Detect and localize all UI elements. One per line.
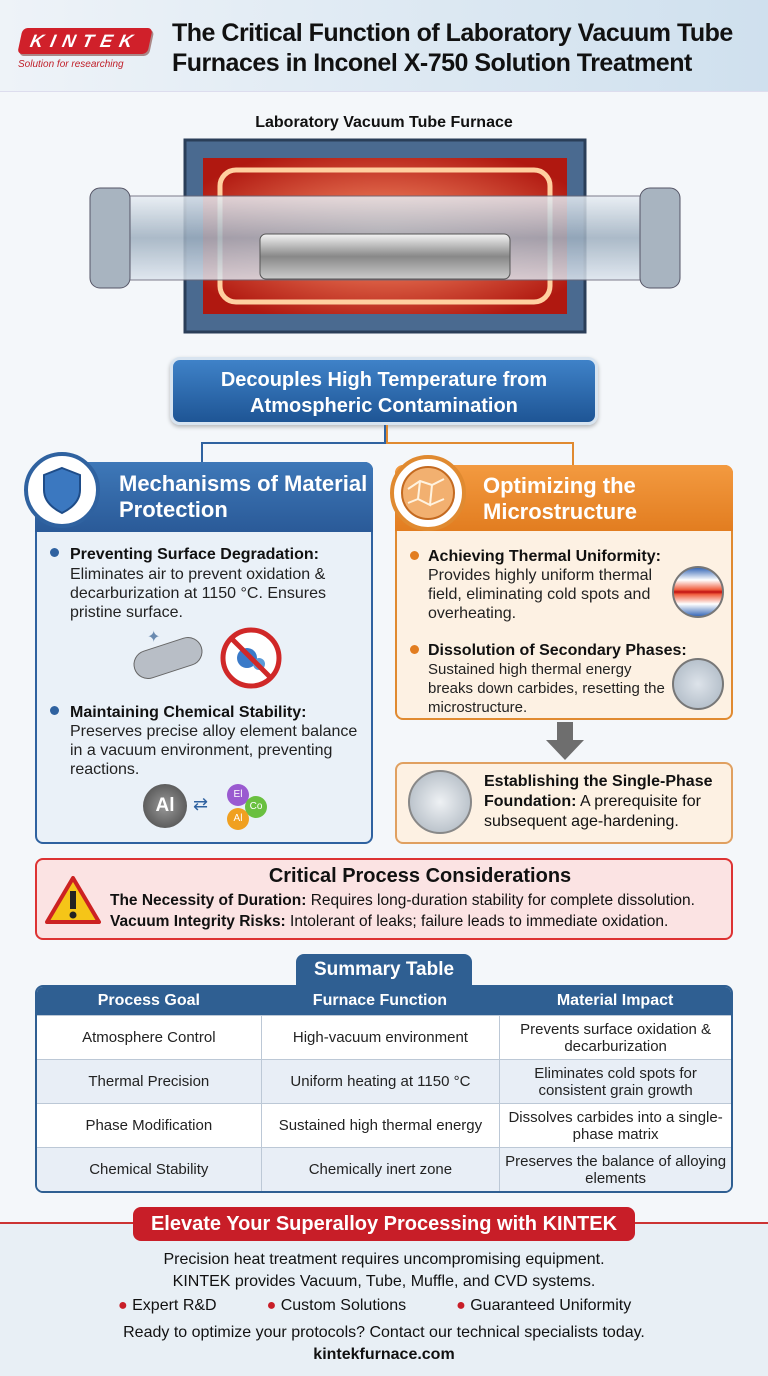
foundation-text	[484, 772, 729, 832]
left-flange	[90, 188, 130, 288]
column-header: Material Impact	[499, 987, 731, 1015]
element-icon: Al	[227, 808, 249, 830]
item-text: Provides highly uniform thermal field, eliminating cold spots and overheating.	[428, 567, 653, 622]
equilibrium-arrows-icon: ⇄	[193, 794, 209, 814]
element-icon: Co	[245, 796, 267, 818]
foundation-title: Establishing the Single-Phase Foundation:	[484, 773, 713, 810]
cta-bullet-label: Custom Solutions	[280, 1297, 407, 1314]
critical-item	[110, 913, 668, 931]
clean-metal-rod-icon	[130, 634, 205, 682]
right-flange	[640, 188, 680, 288]
table-row	[37, 1059, 731, 1103]
critical-title: Critical Process Considerations	[268, 865, 572, 887]
column-header: Furnace Function	[261, 987, 500, 1015]
key-function-banner: Decouples High Temperature from Atmospheric Contamination	[170, 357, 598, 425]
table-row	[37, 1015, 731, 1059]
shield-icon	[24, 452, 100, 528]
table-header-row	[37, 987, 731, 1015]
aluminum-element-icon: Al	[143, 784, 187, 828]
table-cell: High-vacuum environment	[261, 1015, 500, 1059]
cta-line: Ready to optimize your protocols? Contact our technical specialists today.	[123, 1324, 645, 1341]
microstructure-panel-title: Optimizing the Microstructure	[395, 465, 733, 531]
logo-tagline: Solution for researching	[18, 59, 124, 70]
item-title: Dissolution of Secondary Phases:	[428, 642, 687, 659]
no-oxygen-icon	[223, 630, 279, 686]
critical-item-text: Intolerant of leaks; failure leads to immediate oxidation.	[290, 913, 669, 930]
cta-line: KINTEK provides Vacuum, Tube, Muffle, and CVD systems.	[172, 1273, 596, 1290]
table-cell: Chemically inert zone	[261, 1147, 500, 1191]
item-text: Preserves precise alloy element balance in a vacuum environment, preventing reactions.	[70, 723, 358, 778]
critical-item-text: Requires long-duration stability for complete dissolution.	[310, 892, 695, 909]
svg-text:✦: ✦	[147, 629, 161, 646]
bullet-dot: ●	[266, 1297, 277, 1314]
table-cell: Atmosphere Control	[37, 1015, 261, 1059]
website-link[interactable]: kintekfurnace.com	[313, 1346, 455, 1363]
table-cell: Sustained high thermal energy	[261, 1103, 500, 1147]
down-arrow-icon	[544, 722, 586, 762]
table-row	[37, 1103, 731, 1147]
critical-item-label: Vacuum Integrity Risks:	[110, 913, 286, 930]
table-cell: Dissolves carbides into a single-phase matrix	[499, 1103, 731, 1147]
grain-structure-icon	[390, 455, 466, 531]
carbide-dissolution-icon	[672, 658, 724, 710]
bullet-dot: ●	[456, 1297, 466, 1314]
cta-bullet	[118, 1297, 217, 1315]
item-title: Preventing Surface Degradation:	[70, 546, 319, 563]
furnace-label: Laboratory Vacuum Tube Furnace	[255, 114, 513, 131]
warning-icon	[45, 876, 101, 924]
table-cell: Chemical Stability	[37, 1147, 261, 1191]
table-cell: Prevents surface oxidation & decarburization	[499, 1015, 731, 1059]
foundation-description: A prerequisite for subsequent age-hardening.	[484, 793, 701, 830]
table-cell: Preserves the balance of alloying elements	[499, 1147, 731, 1191]
critical-item-label: The Necessity of Duration:	[110, 892, 307, 909]
item-title: Maintaining Chemical Stability:	[70, 704, 307, 721]
cta-bullets	[118, 1297, 631, 1315]
table-cell: Thermal Precision	[37, 1059, 261, 1103]
bullet-dot	[50, 548, 59, 557]
cta-title: Elevate Your Superalloy Processing with KINTEK	[133, 1207, 635, 1241]
critical-item	[110, 892, 695, 910]
table-cell: Uniform heating at 1150 °C	[261, 1059, 500, 1103]
sample-rod	[260, 234, 510, 279]
item-title: Achieving Thermal Uniformity:	[428, 548, 661, 565]
mechanisms-panel-title: Mechanisms of Material Protection	[35, 462, 373, 532]
summary-table-title: Summary Table	[296, 954, 472, 986]
bullet-dot	[410, 551, 419, 560]
connector-lines	[190, 425, 590, 465]
cta-bullet-label: Expert R&D	[132, 1297, 217, 1314]
furnace-illustration	[85, 138, 685, 338]
page-title: The Critical Function of Laboratory Vacuum Tube Furnaces in Inconel X-750 Solution Treatment	[172, 19, 733, 77]
kintek-logo[interactable]: KINTEK	[17, 28, 153, 54]
table-cell: Phase Modification	[37, 1103, 261, 1147]
thermal-field-icon	[672, 566, 724, 618]
bullet-dot: ●	[118, 1297, 128, 1314]
item-text: Eliminates air to prevent oxidation & decarburization at 1150 °C. Ensures pristine surface.	[70, 566, 327, 621]
column-header: Process Goal	[37, 987, 261, 1015]
table-cell: Eliminates cold spots for consistent grain growth	[499, 1059, 731, 1103]
element-icon: El	[227, 784, 249, 806]
item-text: Sustained high thermal energy breaks down carbides, resetting the microstructure.	[428, 661, 665, 716]
bullet-dot	[50, 706, 59, 715]
cta-bullet	[267, 1297, 407, 1315]
oxidation-prevention-icons	[125, 622, 290, 692]
table-row	[37, 1147, 731, 1191]
summary-table	[35, 985, 733, 1193]
cta-bullet	[456, 1297, 631, 1315]
cta-line: Precision heat treatment requires uncompromising equipment.	[163, 1251, 605, 1268]
cta-bullet-label: Guaranteed Uniformity	[470, 1297, 632, 1314]
bullet-dot	[410, 645, 419, 654]
single-phase-grain-icon	[408, 770, 472, 834]
